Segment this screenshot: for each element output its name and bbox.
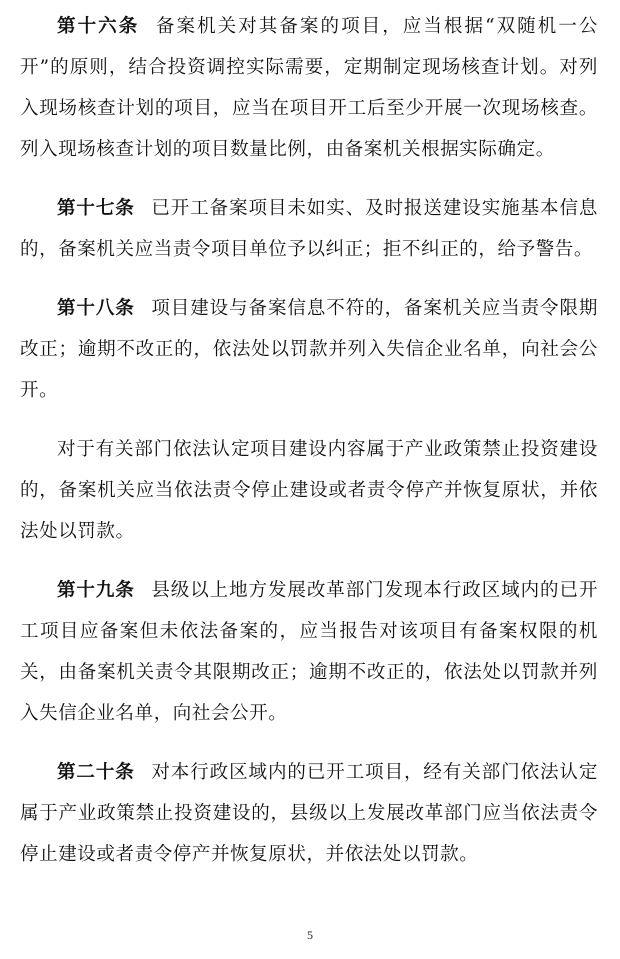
page-number: 5 bbox=[307, 928, 313, 942]
article-body: 项目建设与备案信息不符的，备案机关应当责令限期改正；逾期不改正的，依法处以罚款并列入失信企业名单，向社会公开。 bbox=[20, 298, 598, 401]
paragraph-article-20 bbox=[20, 752, 598, 875]
article-body: 备案机关对其备案的项目，应当根据“双随机一公开”的原则，结合投资调控实际需要，定期制定现场核查计划。对列入现场核查计划的项目，应当在项目开工后至少开展一次现场核查。列入现场核查计划的项目数量比例，由备案机关根据实际确定。 bbox=[20, 16, 598, 160]
paragraph-article-17 bbox=[20, 188, 598, 270]
article-heading: 第十八条 bbox=[57, 298, 135, 319]
article-body: 对于有关部门依法认定项目建设内容属于产业政策禁止投资建设的，备案机关应当依法责令停止建设或者责令停产并恢复原状，并依法处以罚款。 bbox=[20, 439, 598, 542]
paragraph-article-18 bbox=[20, 288, 598, 411]
paragraph-article-19 bbox=[20, 570, 598, 734]
article-heading: 第十六条 bbox=[57, 16, 140, 37]
article-body: 已开工备案项目未如实、及时报送建设实施基本信息的，备案机关应当责令项目单位予以纠正；拒不纠正的，给予警告。 bbox=[20, 198, 598, 260]
article-heading: 第十九条 bbox=[57, 580, 135, 601]
article-body: 县级以上地方发展改革部门发现本行政区域内的已开工项目应备案但未依法备案的，应当报告对该项目有备案权限的机关，由备案机关责令其限期改正；逾期不改正的，依法处以罚款并列入失信企业名单，向社会公开。 bbox=[20, 580, 598, 724]
article-heading: 第十七条 bbox=[57, 198, 135, 219]
paragraph-article-18-continued bbox=[20, 429, 598, 552]
article-heading: 第二十条 bbox=[57, 762, 135, 783]
paragraph-article-16 bbox=[20, 6, 598, 170]
article-body: 对本行政区域内的已开工项目，经有关部门依法认定属于产业政策禁止投资建设的，县级以上发展改革部门应当依法责令停止建设或者责令停产并恢复原状，并依法处以罚款。 bbox=[20, 762, 598, 865]
